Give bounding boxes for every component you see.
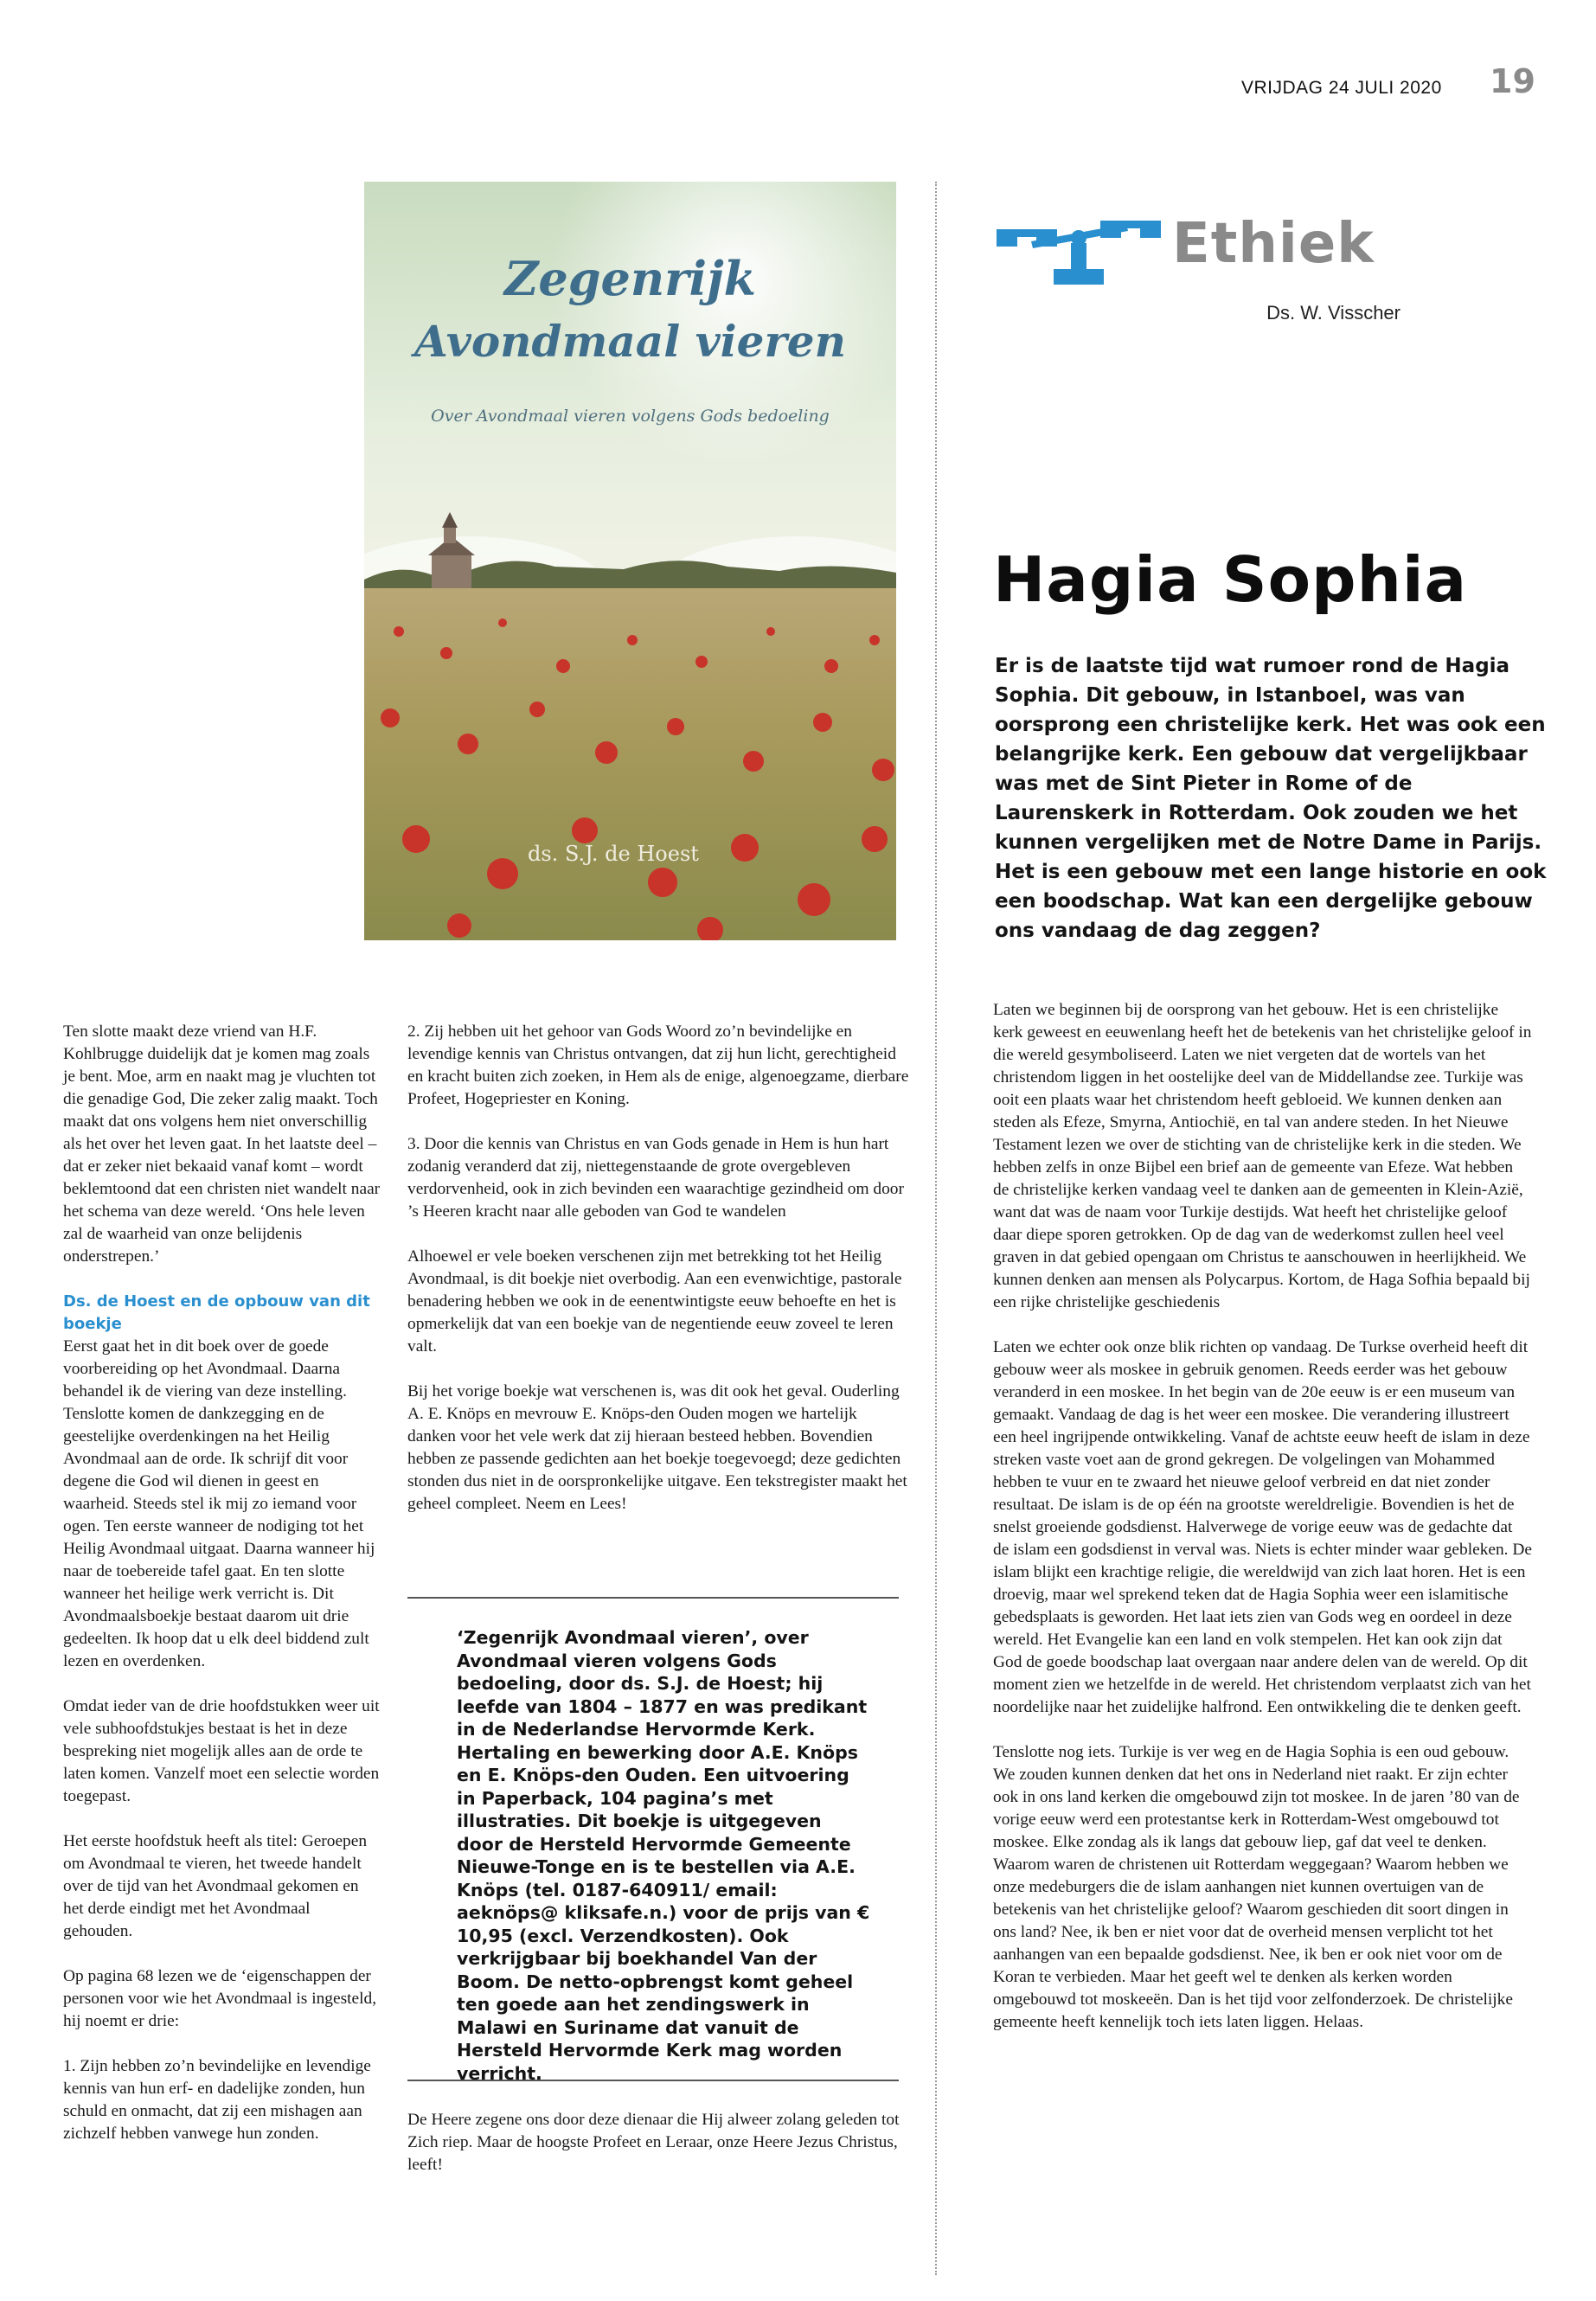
box-bottom-rule [407, 2080, 899, 2081]
column-3 [993, 999, 1532, 2034]
article-intro: Er is de laatste tijd wat rumoer rond de Hagia Sophia. Dit gebouw, in Istanboel, was van oorsprong een christelijke kerk. Het was ook een belangrijke kerk. Een gebouw dat vergelijkbaar was met de Sint Pieter in Rome of de Laurenskerk in Rotterdam. Ook zouden we het kunnen vergelijken met de Notre Dame in Parijs. Het is een gebouw met een lange historie en ook een boodschap. Wat kan een dergelijke gebouw ons vandaag de dag zeggen? [995, 655, 1547, 942]
page-number: 19 [1490, 62, 1535, 100]
paragraph: Eerst gaat het in dit boek over de goede voorbereiding op het Avondmaal. Daarna behandel ik de viering van deze instelling. Tenslotte komen de dankzegging en de geestelijke overdenkingen na het Heilig Avondmaal aan de orde. Ik schrijf dit voor degene die God wil dienen in geest en waarheid. Steeds stel ik mij zo iemand voor ogen. Ten eerste wanneer de nodiging tot het Heilig Avondmaal uitgaat. Daarna wanneer hij naar de toebereide tafel gaat. En ten slotte wanneer het heilige werk verricht is. Dit Avondmaalsboekje bestaat daarom uit drie gedeelten. Ik hoop dat u elk deel biddend zult lezen en overdenken. [63, 1337, 375, 1670]
column-divider [935, 182, 937, 2275]
column-1 [63, 1021, 381, 2145]
paragraph: 3. Door die kennis van Christus en van Gods genade in Hem is hun hart zodanig veranderd dat zij, niettegenstaande de grote overgebleven verdorvenheid, ook in zich bevinden een waarachtige gezindheid om door ’s Heeren kracht naar alle geboden van God te wandelen [407, 1135, 904, 1221]
cover-subtitle: Over Avondmaal vieren volgens Gods bedoeling [431, 407, 830, 426]
article-author: Ds. W. Visscher [1266, 302, 1401, 324]
cover-title-line2: Avondmaal vieren [414, 316, 846, 367]
paragraph: Het eerste hoofdstuk heeft als titel: Geroepen om Avondmaal te vieren, het tweede handelt over de tijd van het Avondmaal gekomen en het derde eindigt met het Avondmaal gehouden. [63, 1832, 368, 1940]
paragraph: Laten we beginnen bij de oorsprong van het gebouw. Het is een christelijke kerk geweest en eeuwenlang heeft het de betekenis van het christelijke geloof in die wereld gesymboliseerd. Laten we niet vergeten dat de wortels van het christendom liggen in het oostelijke deel van de Middellandse zee. Turkije was ooit een plaats waar het christendom heeft gebloeid. We kunnen denken aan steden als Efeze, Smyrna, Antiochië, en tal van andere steden. In het Nieuwe Testament lezen we over de stichting van de christelijke kerk in die steden. We hebben zelfs in onze Bijbel een brief aan de gemeente van Efeze. Wat hebben de christelijke kerken vandaag veel te danken aan de gemeenten in Klein-Azië, want dat was de naam voor Turkije destijds. Wat heeft het christelijke geloof daar diepe sporen getrokken. Op de dag van de wederkomst zullen heel veel graven in dat gebied opengaan om Christus te aanschouwen in heerlijkheid. We kunnen denken aan mensen als Polycarpus. Kortom, de Haga Sofhia bepaald bij een rijke christelijke geschiedenis [993, 1001, 1532, 1311]
cover-author: ds. S.J. de Hoest [528, 842, 699, 866]
box-top-rule [407, 1597, 899, 1599]
issue-date: VRIJDAG 24 JULI 2020 [1241, 78, 1442, 98]
article-title: Hagia Sophia [993, 543, 1468, 616]
paragraph: 1. Zijn hebben zo’n bevindelijke en levendige kennis van hun erf- en dadelijke zonden, hun schuld en onmacht, dat zij een mishagen aan zichzelf hebben vanwege hun zonden. [63, 2057, 371, 2143]
paragraph: 2. Zij hebben uit het gehoor van Gods Woord zo’n bevindelijke en levendige kennis van Christus ontvangen, dat zij hun licht, gerechtigheid en kracht buiten zich zoeken, in Hem als de enige, algenoegzame, dierbare Profeet, Hogepriester en Koning. [407, 1022, 909, 1108]
closing-paragraph: De Heere zegene ons door deze dienaar die Hij alweer zolang geleden tot Zich riep. Maar de hoogste Profeet en Leraar, onze Heere Jezus Christus, leeft! [407, 2111, 900, 2174]
balance-scale-icon [997, 212, 1161, 294]
paragraph: Omdat ieder van de drie hoofdstukken weer uit vele subhoofdstukjes bestaat is het in deze bespreking niet mogelijk alles aan de orde te laten komen. Vanzelf moet een selectie worden toegepast. [63, 1697, 380, 1805]
section-label: Ethiek [1172, 212, 1375, 276]
subheading: Ds. de Hoest en de opbouw van dit boekje [63, 1292, 370, 1333]
paragraph: Tenslotte nog iets. Turkije is ver weg en de Hagia Sophia is een oud gebouw. We zouden kunnen denken dat het ons in Nederland niet raakt. Er zijn echter ook in ons land kerken die omgebouwd zijn tot moskee. In de jaren ’80 van de vorige eeuw werd een protestantse kerk in Rotterdam-West omgebouwd tot moskee. Elke zondag als ik langs dat gebouw liep, gaf dat veel te denken. Waarom waren de christenen uit Rotterdam weggegaan? Waarom hebben we onze medeburgers die de islam aanhangen niet kunnen overtuigen van de betekenis van het christelijke geloof? Waarom geschieden dit soort dingen in ons land? Nee, ik ben er niet voor dat de overheid mensen verplicht tot het aanhangen van een bepaalde godsdienst. Nee, ik ben er ook niet voor om de Koran te verbieden. Maar het geeft wel te denken als kerken worden omgebouwd tot moskeeën. Dan is het tijd voor zelfonderzoek. De christelijke gemeente heeft kennelijk toch iets laten liggen. Helaas. [993, 1743, 1520, 2031]
paragraph: Ten slotte maakt deze vriend van H.F. Kohlbrugge duidelijk dat je komen mag zoals je bent. Moe, arm en naakt mag je vluchten tot die genadige God, Die zeker zalig maakt. Toch maakt dat ons volgens hem niet onverschillig als het over het leven gaat. In het laatste deel – dat er zeker niet bekaaid vanaf komt – wordt beklemtoond dat een christen niet wandelt naar het schema van deze wereld. ‘Ons hele leven zal de waarheid van onze belijdenis onderstrepen.’ [63, 1022, 381, 1266]
paragraph: Bij het vorige boekje wat verschenen is, was dit ook het geval. Ouderling A. E. Knöps en mevrouw E. Knöps-den Ouden mogen we hartelijk danken voor het vele werk dat zij hieraan besteed hebben. Bovendien hebben ze passende gedichten aan het boekje toegevoegd; deze gedichten stonden dus niet in de oorspronkelijke uitgave. Een tekstregister maakt het geheel compleet. Neem en Lees! [407, 1382, 907, 1513]
column-2 [407, 1021, 909, 1516]
paragraph: Op pagina 68 lezen we de ‘eigenschappen der personen voor wie het Avondmaal is ingesteld, hij noemt er drie: [63, 1967, 377, 2030]
cover-title-line1: Zegenrijk [503, 251, 757, 306]
book-info-box: ‘Zegenrijk Avondmaal vieren’, over Avondmaal vieren volgens Gods bedoeling, door ds. S.J. de Hoest; hij leefde van 1804 – 1877 en was predikant in de Nederlandse Hervormde Kerk. Hertaling en bewerking door A.E. Knöps en E. Knöps-den Ouden. Een uitvoering in Paperback, 104 pagina’s met illustraties. Dit boekje is uitgegeven door de Hersteld Hervormde Gemeente Nieuwe-Tonge en is te bestellen via A.E. Knöps (tel. 0187-640911/ email: aeknöps@ kliksafe.n.) voor de prijs van € 10,95 (excl. Verzendkosten). Ook verkrijgbaar bij boekhandel Van der Boom. De netto-opbrengst komt geheel ten goede aan het zendingswerk in Malawi en Suriname dat vanuit de Hersteld Hervormde Kerk mag worden verricht. [457, 1627, 870, 2084]
paragraph: Laten we echter ook onze blik richten op vandaag. De Turkse overheid heeft dit gebouw weer als moskee in gebruik genomen. Reeds eerder was het gebouw veranderd in een moskee. In het begin van de 20e eeuw is er een museum van gemaakt. Vandaag de dag is het weer een moskee. Die verandering illustreert een heel ingrijpende ontwikkeling. Vanaf de achtste eeuw heeft de islam in deze streken vaste voet aan de grond gekregen. De volgelingen van Mohammed hebben te vuur en te zwaard het nieuwe geloof verbreid en dat niet zonder resultaat. De islam is de op één na grootste wereldreligie. Bovendien is het de snelst groeiende godsdienst. Halverwege de vorige eeuw was de gedachte dat de islam een godsdienst in verval was. Niets is echter minder waar gebleken. De islam blijkt een krachtige religie, die wereldwijd van zich laat horen. Het is een droevig, maar wel sprekend teken dat de Hagia Sophia weer een islamitische gebedsplaats is geworden. Het laat iets zien van Gods weg en oordeel in deze wereld. Het Evangelie kan een land en volk stempelen. Het kan ook zijn dat God de goede boodschap laat overgaan naar andere delen van de wereld. Op dit moment zien we hetzelfde in de wereld. Het christendom verplaatst zich van het noordelijke naar het zuidelijke halfrond. Een ontwikkeling die te denken geeft. [993, 1338, 1532, 1716]
paragraph: Alhoewel er vele boeken verschenen zijn met betrekking tot het Heilig Avondmaal, is dit boekje niet overbodig. Aan een evenwichtige, pastorale benadering hebben we ook in de eenentwintigste eeuw behoefte en het is opmerkelijk dat van een boekje van de negentiende eeuw zoveel te leren valt. [407, 1247, 902, 1356]
